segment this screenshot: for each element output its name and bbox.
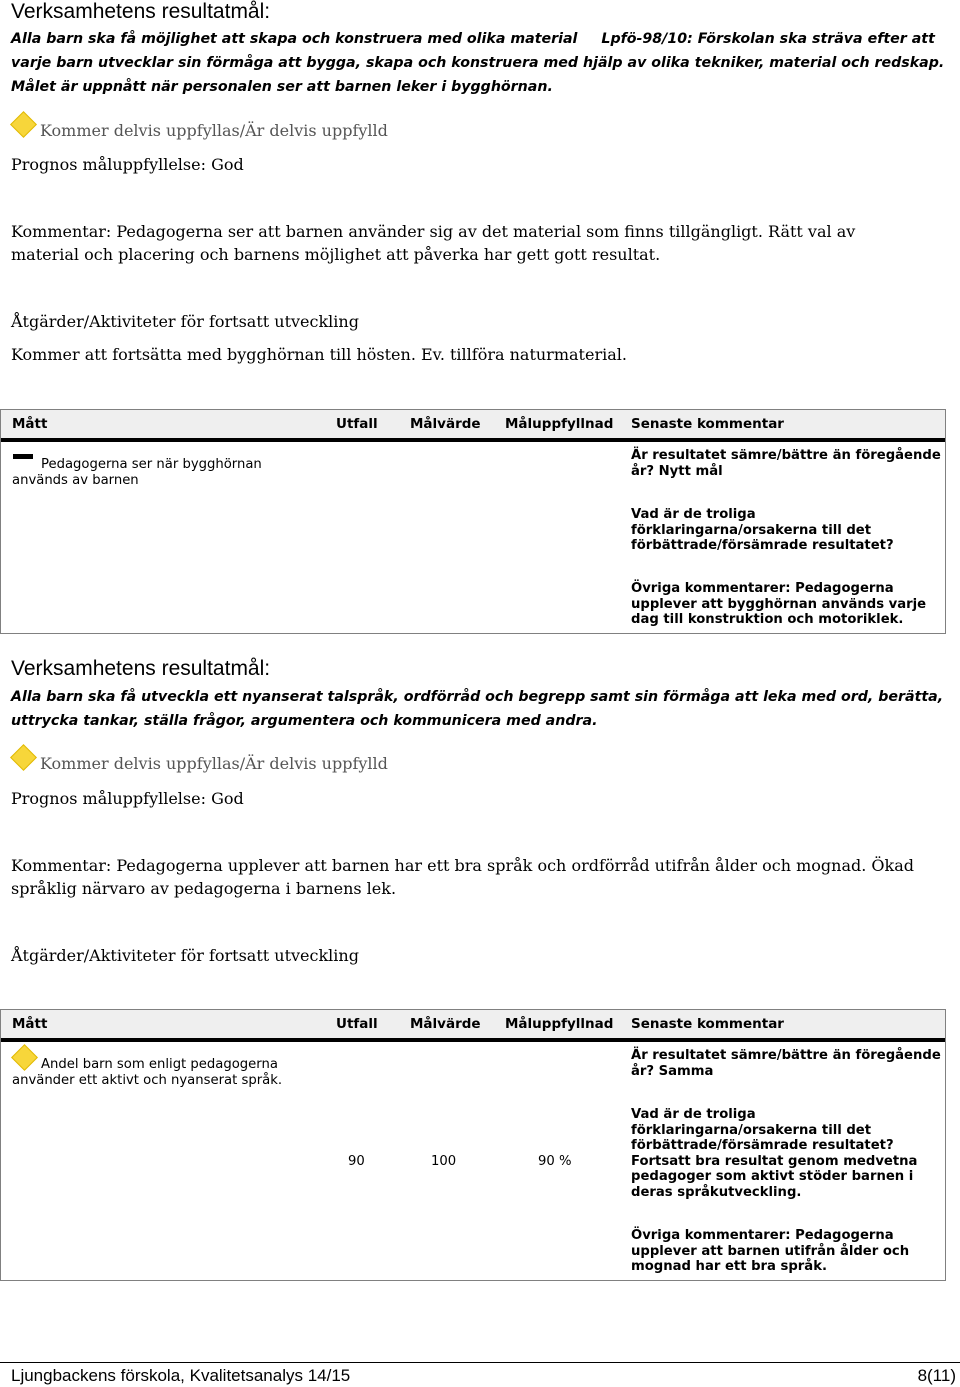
col-header-fulfillment: Måluppfyllnad bbox=[505, 416, 614, 432]
section2-heading: Verksamhetens resultatmål: bbox=[11, 657, 271, 680]
col-header-measure: Mått bbox=[12, 1016, 48, 1032]
section1-measure-table bbox=[0, 409, 946, 634]
section2-prognosis: Prognos måluppfyllelse: God bbox=[11, 789, 244, 808]
section1-goal-reference: Lpfö-98/10: Förskolan ska sträva efter att varje barn utvecklar sin förmåga att bygga, skapa och konstruera med hjälp av olika tekniker, material och redskap. Målet är uppnått när personalen ser att barnen leker i bygghörnan. bbox=[11, 31, 945, 95]
col-header-measure: Mått bbox=[12, 416, 48, 432]
table-header-row bbox=[1, 1010, 945, 1042]
section2-goal: Alla barn ska få utveckla ett nyanserat talspråk, ordförråd och begrepp samt sin förmåga att leka med ord, berätta, uttrycka tankar, ställa frågor, argumentera och kommunicera med andra. bbox=[11, 689, 944, 729]
section1-heading: Verksamhetens resultatmål: bbox=[11, 0, 271, 23]
section2-measure-name: Andel barn som enligt pedagogerna använder ett aktivt och nyanserat språk. bbox=[12, 1057, 283, 1088]
section2-actions-heading: Åtgärder/Aktiviteter för fortsatt utveckling bbox=[11, 946, 359, 965]
col-header-latest-comment: Senaste kommentar bbox=[631, 416, 784, 432]
section1-actions: Kommer att fortsätta med bygghörnan till hösten. Ev. tillföra naturmaterial. bbox=[11, 345, 627, 364]
section2-status: Kommer delvis uppfyllas/Är delvis uppfylld bbox=[40, 754, 388, 773]
section1-actions-heading: Åtgärder/Aktiviteter för fortsatt utveckling bbox=[11, 312, 359, 331]
section2-outcome-value: 90 bbox=[348, 1154, 365, 1169]
section2-comment-compare: Är resultatet sämre/bättre än föregående år? Samma bbox=[631, 1048, 941, 1079]
section2-comment-reasons: Vad är de troliga förklaringarna/orsakerna till det förbättrade/försämrade resultatet? Fortsatt bra resultat genom medvetna pedagoger som aktivt stöder barnen i deras språkutveckling. bbox=[631, 1107, 918, 1200]
section1-comment-other: Övriga kommentarer: Pedagogerna upplever att bygghörnan används varje dag till konstruktion och motoriklek. bbox=[631, 581, 927, 628]
footer-page-number: 8(11) bbox=[917, 1366, 956, 1385]
section1-status: Kommer delvis uppfyllas/Är delvis uppfylld bbox=[40, 121, 388, 140]
footer-document-title: Ljungbackens förskola, Kvalitetsanalys 14/15 bbox=[11, 1366, 351, 1385]
section2-measure-table bbox=[0, 1009, 946, 1281]
section1-prognosis: Prognos måluppfyllelse: God bbox=[11, 155, 244, 174]
section1-measure-name: Pedagogerna ser när bygghörnan används av barnen bbox=[12, 457, 262, 488]
section1-comment-reasons: Vad är de troliga förklaringarna/orsakerna till det förbättrade/försämrade resultatet? bbox=[631, 507, 894, 554]
status-diamond-icon bbox=[10, 744, 37, 771]
section1-comment: Kommentar: Pedagogerna ser att barnen använder sig av det material som finns tillgängligt. Rätt val av material och placering och barnens möjlighet att påverka har gett gott resultat. bbox=[11, 222, 856, 264]
section2-comment-other: Övriga kommentarer: Pedagogerna upplever att barnen utifrån ålder och mognad har ett bra språk. bbox=[631, 1228, 910, 1275]
section2-target-value: 100 bbox=[431, 1154, 457, 1169]
section1-goal-text: Alla barn ska få möjlighet att skapa och konstruera med olika material bbox=[11, 31, 578, 47]
table-header-row bbox=[1, 410, 945, 442]
footer-divider bbox=[0, 1362, 960, 1363]
section1-goal bbox=[11, 27, 952, 99]
col-header-fulfillment: Måluppfyllnad bbox=[505, 1016, 614, 1032]
col-header-latest-comment: Senaste kommentar bbox=[631, 1016, 784, 1032]
status-diamond-icon bbox=[10, 111, 37, 138]
section2-fulfillment-value: 90 % bbox=[538, 1154, 572, 1169]
section2-comment: Kommentar: Pedagogerna upplever att barnen har ett bra språk och ordförråd utifrån ålder och mognad. Ökad språklig närvaro av pedagogerna i barnens lek. bbox=[11, 856, 915, 898]
section1-comment-compare: Är resultatet sämre/bättre än föregående år? Nytt mål bbox=[631, 448, 941, 479]
col-header-target: Målvärde bbox=[410, 416, 481, 432]
col-header-outcome: Utfall bbox=[336, 416, 378, 432]
col-header-target: Målvärde bbox=[410, 1016, 481, 1032]
col-header-outcome: Utfall bbox=[336, 1016, 378, 1032]
